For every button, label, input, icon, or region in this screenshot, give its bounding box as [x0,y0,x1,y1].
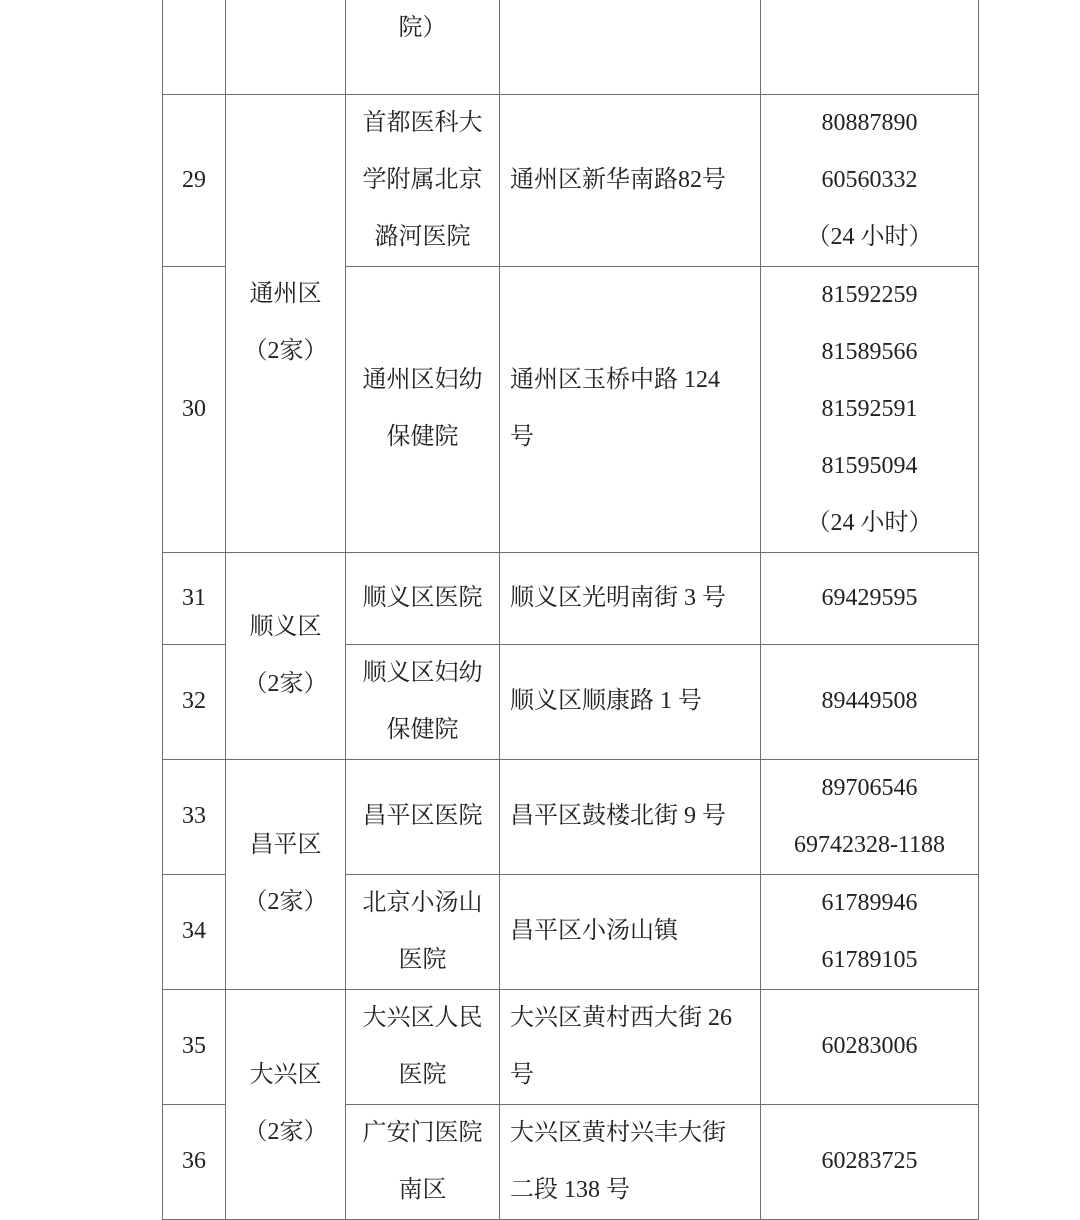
cell-phone [761,266,979,552]
cell-phone [761,1104,979,1219]
district-name: 大兴区 [249,1062,322,1088]
cell-address [500,644,761,759]
address-line: 昌平区小汤山镇 [510,918,678,944]
phone-line: 69429595 [821,584,918,611]
name-line: 首都医科大 [362,109,483,136]
name-line: 大兴区人民 [362,1004,483,1031]
cell-district [226,94,346,552]
name-line: 北京小汤山 [362,889,483,916]
cell-phone [761,0,979,94]
cell-address [500,989,761,1104]
table-row [163,989,979,1104]
cell-address [500,0,761,94]
cell-no: 32 [163,644,226,759]
phone-line: 81592591 [821,395,918,422]
name-line: 医院 [398,946,447,973]
cell-name [346,759,500,874]
cell-address [500,552,761,644]
phone-line: （24 小时） [806,509,933,536]
cell-no: 33 [163,759,226,874]
name-line: 院） [398,15,447,41]
name-line: 医院 [398,1061,447,1088]
phone-line: 81595094 [821,452,918,479]
table-row [163,759,979,874]
cell-phone [761,989,979,1104]
address-line: 通州区玉桥中路 124 [510,367,720,393]
name-line: 广安门医院 [362,1119,483,1146]
phone-line: 81589566 [821,338,918,365]
cell-phone [761,94,979,266]
cell-phone [761,874,979,989]
phone-line: 60283006 [821,1033,918,1059]
cell-district [226,552,346,759]
cell-no [163,0,226,94]
cell-no: 35 [163,989,226,1104]
cell-address [500,759,761,874]
phone-line: 69742328-1188 [793,831,946,858]
name-line: 保健院 [386,716,459,743]
address-line: 大兴区黄村兴丰大街 [510,1119,726,1146]
phone-line: 61789105 [821,946,918,973]
name-line: 南区 [398,1176,447,1203]
name-line: 学附属北京 [362,166,483,193]
cell-name [346,0,500,94]
district-name: 通州区 [249,281,322,307]
name-line: 顺义区医院 [362,584,483,611]
cell-address [500,266,761,552]
cell-no: 34 [163,874,226,989]
address-line: 昌平区鼓楼北街 9 号 [510,803,726,829]
cell-no: 29 [163,94,226,266]
address-line: 号 [510,424,534,450]
address-line: 号 [510,1061,534,1088]
cell-phone [761,759,979,874]
district-name: 顺义区 [249,613,322,640]
address-line: 二段 138 号 [510,1176,630,1203]
address-line: 顺义区顺康路 1 号 [510,688,702,714]
name-line: 昌平区医院 [362,803,483,829]
phone-line: 89449508 [821,688,918,714]
cell-district [226,759,346,989]
address-line: 顺义区光明南街 3 号 [510,584,726,611]
cell-name [346,266,500,552]
phone-line: 81592259 [821,281,918,308]
cell-address [500,94,761,266]
table-row [163,552,979,644]
district-count: （2家） [243,670,328,697]
name-line: 通州区妇幼 [362,367,483,393]
cell-name [346,94,500,266]
name-line: 顺义区妇幼 [362,659,483,686]
cell-address [500,1104,761,1219]
district-name: 昌平区 [249,832,322,858]
phone-line: （24 小时） [806,223,933,250]
table-row-continued [163,0,979,94]
cell-name [346,989,500,1104]
hospital-table [162,0,979,1220]
district-count: （2家） [243,889,328,915]
phone-line: 60283725 [821,1148,918,1174]
cell-address [500,874,761,989]
cell-name [346,874,500,989]
cell-name [346,1104,500,1219]
cell-phone [761,552,979,644]
phone-line: 61789946 [821,889,918,916]
cell-name [346,644,500,759]
address-line: 大兴区黄村西大街 26 [510,1004,732,1031]
cell-no: 31 [163,552,226,644]
district-count: （2家） [243,338,328,364]
phone-line: 60560332 [821,166,918,193]
table-row [163,94,979,266]
name-line: 潞河医院 [374,223,471,250]
district-count: （2家） [243,1119,328,1145]
cell-phone [761,644,979,759]
cell-district [226,989,346,1219]
cell-district [226,0,346,94]
phone-line: 89706546 [821,774,918,801]
address-line: 通州区新华南路82号 [510,166,726,193]
cell-no: 36 [163,1104,226,1219]
cell-no: 30 [163,266,226,552]
phone-line: 80887890 [821,109,918,136]
cell-name [346,552,500,644]
name-line: 保健院 [386,424,459,450]
